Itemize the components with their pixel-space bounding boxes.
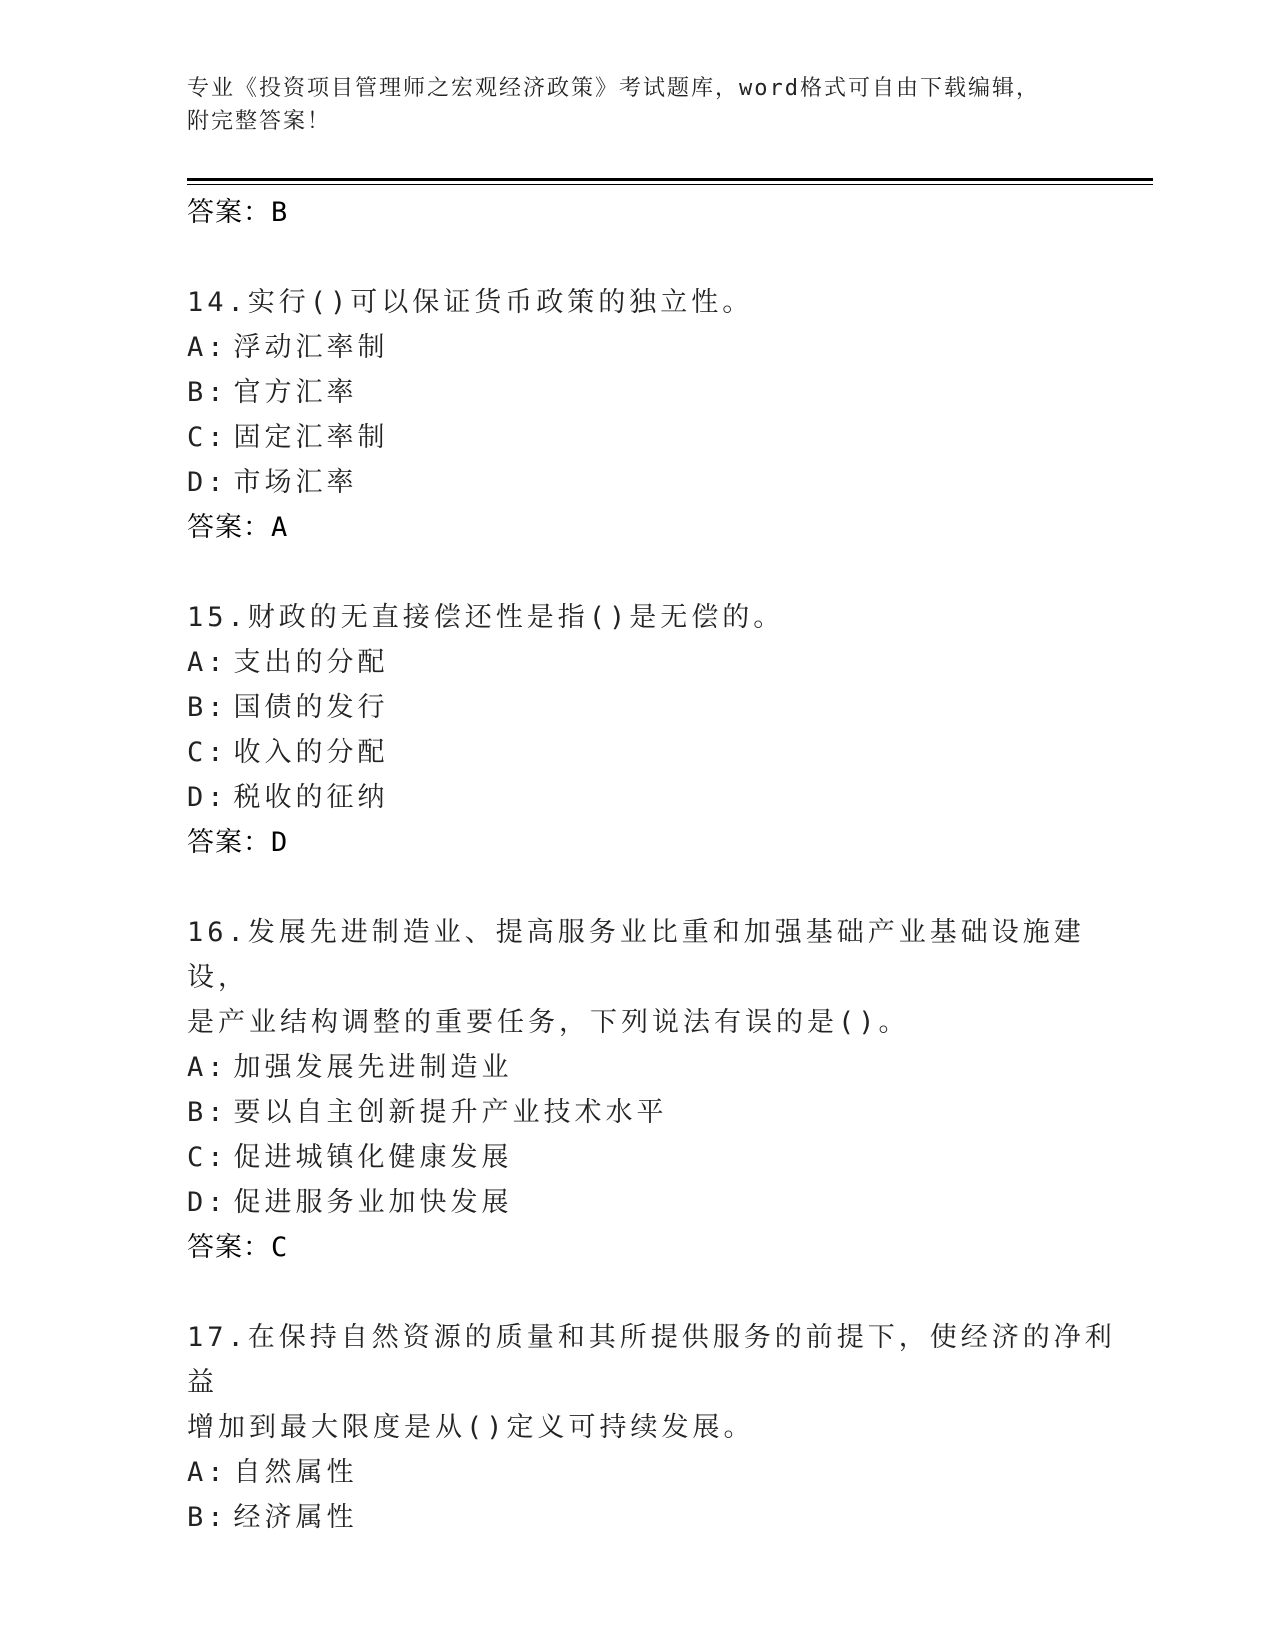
answer-value: D — [271, 827, 289, 858]
option-letter: B: — [187, 1502, 228, 1533]
option-text: 自然属性 — [233, 1457, 358, 1488]
answer-label: 答案： — [187, 512, 271, 543]
question-list — [187, 190, 1117, 1540]
option-d — [187, 775, 1117, 820]
spacer — [187, 551, 1117, 595]
spacer — [187, 866, 1117, 910]
option-a — [187, 1045, 1117, 1090]
option-letter: B: — [187, 1097, 228, 1128]
option-b — [187, 1495, 1117, 1540]
option-d — [187, 1180, 1117, 1225]
answer-line — [187, 1225, 1117, 1271]
answer-value: A — [271, 512, 289, 543]
option-text: 浮动汇率制 — [233, 332, 389, 363]
answer-label: 答案： — [187, 1232, 271, 1263]
question-block — [187, 910, 1117, 1271]
option-letter: C: — [187, 737, 228, 768]
option-text: 市场汇率 — [233, 467, 358, 498]
answer-label: 答案： — [187, 197, 271, 228]
option-letter: D: — [187, 782, 228, 813]
option-a — [187, 325, 1117, 370]
option-letter: B: — [187, 692, 228, 723]
option-b — [187, 370, 1117, 415]
header-line-1: 专业《投资项目管理师之宏观经济政策》考试题库，word格式可自由下载编辑， — [187, 76, 1040, 101]
option-letter: A: — [187, 647, 228, 678]
question-block — [187, 280, 1117, 551]
option-letter: A: — [187, 1457, 228, 1488]
option-text: 国债的发行 — [233, 692, 389, 723]
option-c — [187, 730, 1117, 775]
header-divider-thin — [187, 184, 1153, 185]
option-c — [187, 1135, 1117, 1180]
answer-line — [187, 190, 1117, 236]
answer-value: B — [271, 197, 289, 228]
option-c — [187, 415, 1117, 460]
option-b — [187, 1090, 1117, 1135]
option-text: 促进服务业加快发展 — [233, 1187, 513, 1218]
question-text: 14.实行()可以保证货币政策的独立性。 — [187, 287, 754, 318]
option-text: 税收的征纳 — [233, 782, 389, 813]
answer-line — [187, 820, 1117, 866]
option-text: 促进城镇化健康发展 — [233, 1142, 513, 1173]
answer-label: 答案： — [187, 827, 271, 858]
option-a — [187, 640, 1117, 685]
option-letter: D: — [187, 467, 228, 498]
option-letter: D: — [187, 1187, 228, 1218]
question-text-line-1: 16.发展先进制造业、提高服务业比重和加强基础产业基础设施建设， — [187, 917, 1085, 993]
option-text: 官方汇率 — [233, 377, 358, 408]
question-text: 15.财政的无直接偿还性是指()是无偿的。 — [187, 602, 785, 633]
option-letter: C: — [187, 422, 228, 453]
document-header — [187, 72, 1087, 138]
question-text-line-2: 增加到最大限度是从()定义可持续发展。 — [187, 1412, 755, 1443]
answer-value: C — [271, 1232, 289, 1263]
option-letter: C: — [187, 1142, 228, 1173]
option-text: 加强发展先进制造业 — [233, 1052, 513, 1083]
option-letter: A: — [187, 1052, 228, 1083]
spacer — [187, 236, 1117, 280]
option-text: 要以自主创新提升产业技术水平 — [233, 1097, 668, 1128]
option-d — [187, 460, 1117, 505]
question-text-line-1: 17.在保持自然资源的质量和其所提供服务的前提下，使经济的净利益 — [187, 1322, 1116, 1398]
option-b — [187, 685, 1117, 730]
question-block — [187, 1315, 1117, 1540]
option-text: 支出的分配 — [233, 647, 389, 678]
header-divider-thick — [187, 178, 1153, 181]
answer-line — [187, 505, 1117, 551]
option-letter: B: — [187, 377, 228, 408]
header-line-2: 附完整答案！ — [187, 109, 332, 134]
question-block — [187, 595, 1117, 866]
option-text: 固定汇率制 — [233, 422, 389, 453]
option-a — [187, 1450, 1117, 1495]
option-text: 经济属性 — [233, 1502, 358, 1533]
question-text-line-2: 是产业结构调整的重要任务，下列说法有误的是()。 — [187, 1007, 910, 1038]
spacer — [187, 1271, 1117, 1315]
option-text: 收入的分配 — [233, 737, 389, 768]
option-letter: A: — [187, 332, 228, 363]
